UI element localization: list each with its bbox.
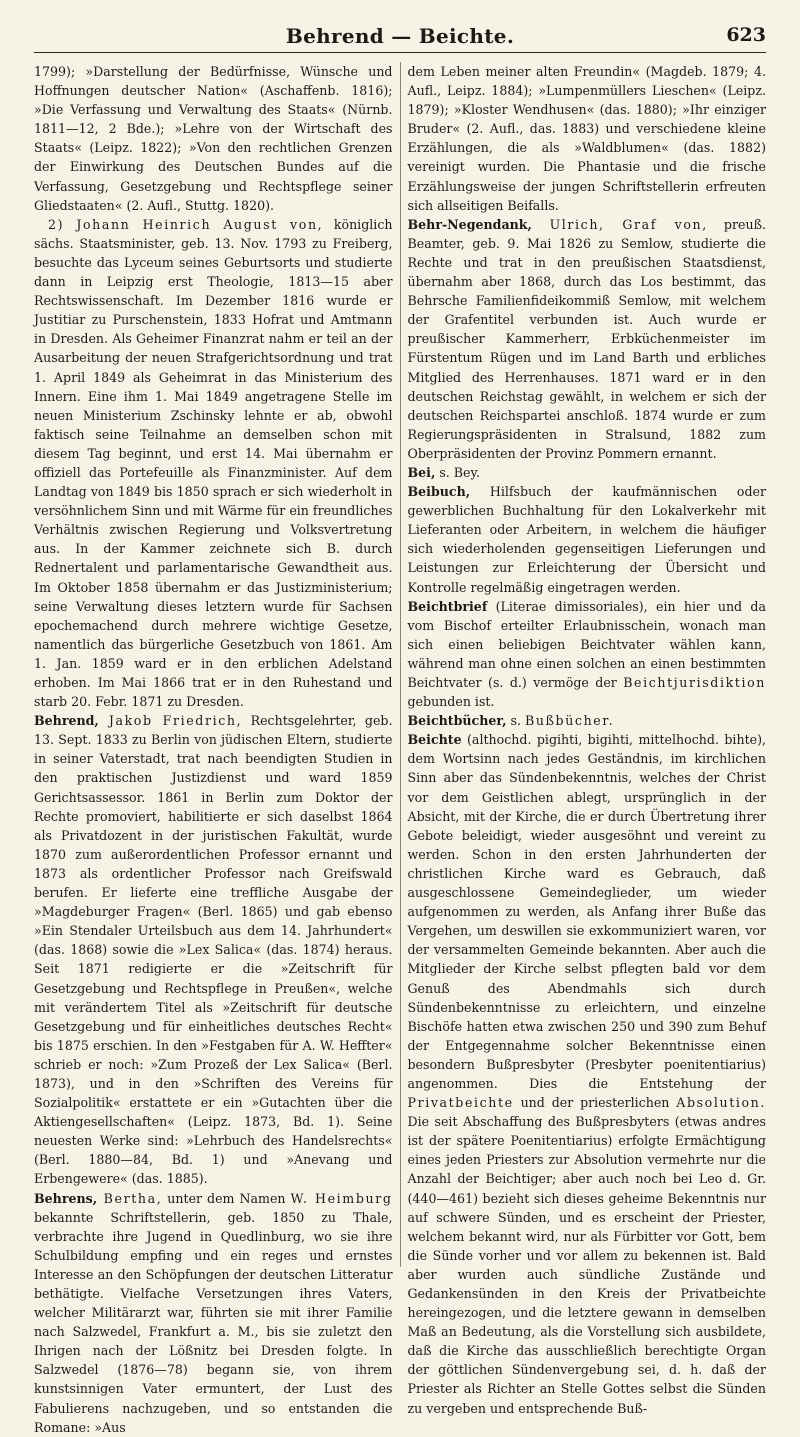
entry-lemma: Beichtbücher, xyxy=(407,713,507,729)
entry-beichtbrief xyxy=(408,597,767,712)
entry-text: s. xyxy=(506,713,525,729)
entry-name: Jakob Friedrich, xyxy=(98,713,243,729)
entry-text: Rechtsgelehrter, geb. 13. Sept. 1833 zu Berlin von jüdischen Eltern, studierte in seiner Vaterstadt, trat nach beendigten Studien in den praktischen Justizdienst und ward 1859 Gerichtsassessor. 1861 in Berlin zum Doktor der Rechte promoviert, habilitierte er sich daselbst 1864 als Privatdozent in der juristischen Fakultät, wurde 1870 zum außerordentlichen Professor ernannt und 1873 als ordentlicher Professor nach Greifswald berufen. Er lieferte eine treffliche Ausgabe der »Magdeburger Fragen« (Berl. 1865) und gab ebenso »Ein Stendaler Urteilsbuch aus dem 14. Jahrhundert« (das. 1868) sowie die »Lex Salica« (das. 1874) heraus. Seit 1871 redigierte er die »Zeitschrift für Gesetzgebung und Rechtspflege in Preußen«, welche mit verändertem Titel als »Zeitschrift für deutsche Gesetzgebung und für einheitliches deutsches Recht« bis 1875 erschien. In den »Festgaben für A. W. Heffter« schrieb er noch: »Zum Prozeß der Lex Salica« (Berl. 1873), und in den »Schriften des Vereins für Sozialpolitik« erstattete er ein »Gutachten über die Aktiengesellschaften« (Leipz. 1873, Bd. 1). Seine neuesten Werke sind: »Lehrbuch des Handelsrechts« (Berl. 1880—84, Bd. 1) und »Anevang und Erbengewere« (das. 1885). xyxy=(34,713,393,1187)
entry-crossref: Beichtjurisdiktion xyxy=(623,675,766,690)
entry-beibuch xyxy=(408,482,767,597)
entry-pseudonym: W. Heimburg xyxy=(290,1190,393,1206)
entry-text: (althochd. pigihti, bigihti, mittelhochd. bihte), dem Wortsinn nach jedes Geständnis, im kirchlichen Sinn aber das Sündenbekenntnis, welches der Christ vor dem Geistlichen ablegt, ursprünglich in der Absicht, mit der Kirche, die er durch Übertretung ihrer Gebote beleidigt, wieder ausgesöhnt und vereint zu werden. Schon in den ersten Jahrhunderten der christlichen Kirche ward es Gebrauch, daß ausgeschlossene Gemeindeglieder, um wieder aufgenommen zu werden, als Anfang ihrer Buße das Vergehen, um deswillen sie exkommuniziert waren, vor der versammelten Gemeinde bekannten. Aber auch die Mitglieder der Kirche selbst pflegten bald vor dem Genuß des Abendmahls sich durch Sündenbekenntnisse zu erleichtern, und einzelne Bischöfe hatten etwa zwischen 250 und 390 zum Behuf der Entgegennahme solcher Bekenntnisse einen besondern Bußpresbyter (Presbyter poenitentiarius) angenommen. Dies die Entstehung der xyxy=(407,732,766,1091)
paragraph-continuation: dem Leben meiner alten Freundin« (Magdeb. 1879; 4. Aufl., Leipz. 1884); »Lumpenmüllers Lieschen« (Leipz. 1879); »Kloster Wendhusen« (das. 1880); »Ihr einziger Bruder« (2. Aufl., das. 1883) und verschiedene kleine Erzählungen, die als »Waldblumen« (das. 1882) vereinigt wurden. Die Phantasie und die frische Erzählungsweise der jungen Schriftstellerin erfreuten sich allseitigen Beifalls. xyxy=(407,64,766,213)
entry-term: Absolution. xyxy=(676,1095,766,1111)
page-number: 623 xyxy=(726,24,766,46)
entry-lemma: Beibuch, xyxy=(407,484,471,500)
entry-lemma: Behr-Negendank, xyxy=(407,216,532,232)
entry-lemma: Beichte xyxy=(407,732,462,748)
entry-behr-johann xyxy=(34,215,393,711)
entry-crossref: Bußbücher. xyxy=(524,713,615,729)
entry-lemma: Behrend, xyxy=(34,713,99,729)
entry-term: Privatbeichte xyxy=(407,1095,514,1111)
entry-text: unter dem Namen xyxy=(162,1190,291,1206)
entry-beichte xyxy=(408,730,767,1417)
left-column xyxy=(34,62,401,1435)
entry-text: Die seit Abschaffung des Bußpresbyters (etwas andres ist der spätere Poenitentiarius) erfolgte Ermächtigung eines jeden Priesters zur Absolution vermehrte nur die Anzahl der Beichtiger; aber auch noch bei Leo d. Gr. (440—461) bezieht sich dieses geheime Bekenntnis nur auf schwere Sünden, und es erscheint der Priester, welchem bekannt wird, nur als Fürbitter vor Gott, bem die Sünde vorher und vor allem zu bekennen ist. Bald aber wurden auch sündliche Zustände und Gedankensünden in den Kreis der Privatbeichte hereingezogen, und die letztere gewann in demselben Maß an Bedeutung, als die Vorstellung sich ausbildete, daß die Kirche das ausschließlich berechtigte Organ der göttlichen Sündenvergebung sei, d. h. daß der Priester als Richter an Stelle Gottes selbst die Sünden zu vergeben und entsprechende Buß- xyxy=(407,1114,766,1416)
entry-lemma: Bei, xyxy=(407,464,436,480)
entry-name: Bertha, xyxy=(97,1190,163,1206)
entry-behrens xyxy=(34,1189,393,1437)
entry-lemma: Beichtbrief xyxy=(407,598,488,614)
text-columns xyxy=(34,62,766,1435)
entry-name: 2) Johann Heinrich August von, xyxy=(48,216,324,232)
entry-text: gebunden ist. xyxy=(407,694,495,710)
entry-bei xyxy=(408,463,767,482)
entry-name: Ulrich, Graf von, xyxy=(531,216,708,232)
running-title: Behrend — Beichte. xyxy=(285,24,515,48)
entry-text: königlich sächs. Staatsminister, geb. 13. Nov. 1793 zu Freiberg, besuchte das Lyceum seines Geburtsorts und studierte dann in Leipzig erst Theologie, 1813—15 aber Rechtswissenschaft. Im Dezember 1816 wurde er Justitiar zu Purschenstein, 1833 Hofrat und Amtmann in Dresden. Als Geheimer Finanzrat nahm er teil an der Ausarbeitung der neuen Strafgerichtsordnung und trat 1. April 1849 als Geheimrat in das Ministerium des Innern. Eine ihm 1. Mai 1849 angetragene Stelle im neuen Ministerium Zschinsky lehnte er ab, obwohl faktisch seine Teilnahme an demselben schon mit diesem Tag beginnt, und erst 14. Mai übernahm er offiziell das Portefeuille als Finanzminister. Auf dem Landtag von 1849 bis 1850 sprach er sich wiederholt in versöhnlichem Sinn und mit Wärme für ein freundliches Verhältnis zwischen Regierung und Volksvertretung aus. In der Kammer zeichnete sich B. durch Rednertalent und parlamentarische Gewandtheit aus. Im Oktober 1858 übernahm er das Justizministerium; seine Verwaltung dieses letztern wurde für Sachsen epochemachend durch mehrere wichtige Gesetze, namentlich das bürgerliche Gesetzbuch von 1861. Am 1. Jan. 1859 ward er in den erblichen Adelstand erhoben. Im Mai 1866 trat er in den Ruhestand und starb 20. Febr. 1871 zu Dresden. xyxy=(34,216,393,710)
entry-text: bekannte Schriftstellerin, geb. 1850 zu Thale, verbrachte ihre Jugend in Quedlinburg, wo sie ihre Schulbildung empfing und ein reges und ernstes Interesse an den Schöpfungen der deutschen Litteratur bethätigte. Vielfache Versetzungen ihres Vaters, welcher Militärarzt war, führten sie mit ihrer Familie nach Salzwedel, Frankfurt a. M., bis sie zuletzt den Ihrigen nach der Lößnitz bei Dresden folgte. In Salzwedel (1876—78) begann sie, von ihrem kunstsinnigen Vater ermuntert, der Lust des Fabulierens nachzugeben, und so entstanden die Romane: »Aus xyxy=(34,1209,393,1435)
entry-behr-negendank xyxy=(408,215,767,463)
entry-text: Hilfsbuch der kaufmännischen oder gewerblichen Buchhaltung für den Lokalverkehr mit Lieferanten oder Arbeitern, in welchem die häufiger sich wiederholenden gegenseitigen Lieferungen und Leistungen zur Erleichterung der Übersicht und Kontrolle regelmäßig eingetragen werden. xyxy=(407,484,766,595)
entry-text: preuß. Beamter, geb. 9. Mai 1826 zu Semlow, studierte die Rechte und trat in den preußischen Staatsdienst, übernahm aber 1868, durch das Los bestimmt, das Behrsche Familienfideikommiß Semlow, mit welchem der Grafentitel verbunden ist. Auch wurde er preußischer Kammerherr, Erbküchenmeister im Fürstentum Rügen und im Land Barth und erbliches Mitglied des Herrenhauses. 1871 ward er in den deutschen Reichstag gewählt, in welchem er sich der deutschen Reichspartei anschloß. 1874 wurde er zum Regierungspräsidenten in Stralsund, 1882 zum Oberpräsidenten der Provinz Pommern ernannt. xyxy=(407,216,766,461)
entry-beichtbuecher xyxy=(408,711,767,730)
entry-text: und der priesterlichen xyxy=(513,1095,677,1111)
paragraph-continuation: 1799); »Darstellung der Bedürfnisse, Wünsche und Hoffnungen deutscher Nation« (Aschaffenb. 1816); »Die Verfassung und Verwaltung des Staats« (Nürnb. 1811—12, 2 Bde.); »Lehre von der Wirtschaft des Staats« (Leipz. 1822); »Von den rechtlichen Grenzen der Einwirkung des Deutschen Bundes auf die Verfassung, Gesetzgebung und Rechtspflege seiner Gliedstaaten« (2. Aufl., Stuttg. 1820). xyxy=(34,64,393,213)
page-header xyxy=(34,22,766,53)
entry-text: (Literae dimissoriales), ein hier und da vom Bischof erteilter Erlaubnisschein, wonach man sich einen beliebigen Beichtvater wählen kann, während man ohne einen solchen an einen bestimmten Beichtvater (s. d.) vermöge der xyxy=(407,598,766,690)
entry-lemma: Behrens, xyxy=(34,1190,98,1206)
entry-text: s. Bey. xyxy=(435,464,480,480)
entry-behrend xyxy=(34,711,393,1188)
right-column xyxy=(401,62,767,1416)
